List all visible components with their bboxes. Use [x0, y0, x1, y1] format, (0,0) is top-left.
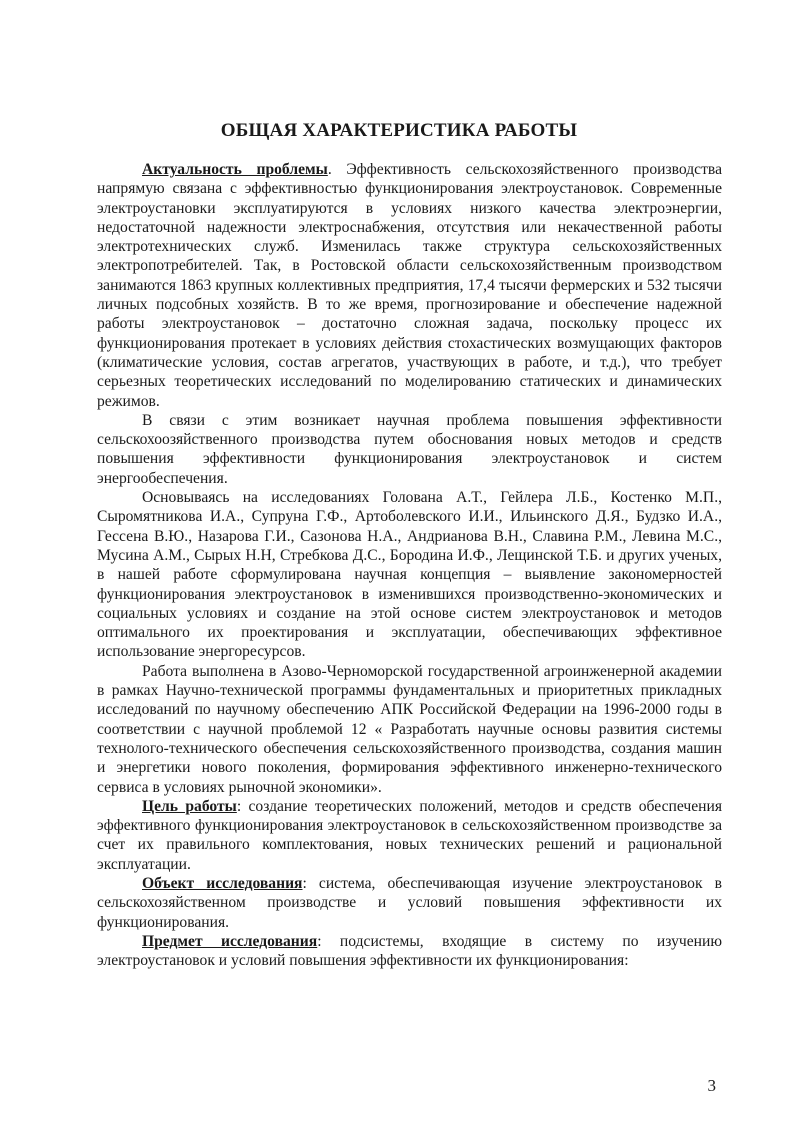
paragraph-text: В связи с этим возникает научная проблема повышения эффективности сельскохоозяйственного производства путем обоснования новых методов и средств повышения эффективности функционирования электроустановок и систем энергообеспечения. — [97, 411, 722, 487]
paragraph-text: : подсистемы, входящие в систему по изучению электроустановок и условий повышения эффективности их функционирования: — [97, 932, 722, 970]
paragraph-lead: Цель работы — [142, 797, 237, 815]
paragraph-goal — [97, 797, 722, 874]
body-text — [97, 160, 722, 970]
paragraph-text: Работа выполнена в Азово-Черноморской государственной агроинженерной академии в рамках Научно-технической программы фундаментальных и приоритетных прикладных исследований по научному обеспечению АПК Российской Федерации на 1996-2000 годы в соответствии с научной проблемой 12 « Разработать научные основы развития системы технолого-технического обеспечения сельскохозяйственного производства, создания машин и энергетики нового поколения, формирования эффективного инженерно-технического сервиса в условиях рыночной экономики». — [97, 662, 722, 796]
paragraph-object — [97, 874, 722, 932]
paragraph-text: Основываясь на исследованиях Голована А.Т., Гейлера Л.Б., Костенко М.П., Сыромятникова И.А., Супруна Г.Ф., Артоболевского И.И., Ильинского Д.Я., Будзко И.А., Гессена В.Ю., Назарова Г.И., Сазонова Н.А., Андрианова В.Н., Славина Р.М., Левина М.С., Мусина А.М., Сырых Н.Н, Стребкова Д.С., Бородина И.Ф., Лещинской Т.Б. и других ученых, в нашей работе сформулирована научная концепция – выявление закономерностей функционирования электроустановок в изменившихся производственно-экономических и социальных условиях и создание на этой основе систем электроустановок и методов оптимального их проектирования и эксплуатации, обеспечивающих эффективное использование энергоресурсов. — [97, 489, 722, 661]
page-title: ОБЩАЯ ХАРАКТЕРИСТИКА РАБОТЫ — [220, 120, 578, 141]
paragraph-subject — [97, 932, 722, 971]
page-number: 3 — [707, 1076, 716, 1095]
paragraph-lead: Объект исследования — [142, 874, 303, 892]
paragraph-concept — [97, 488, 722, 662]
paragraph-text: . Эффективность сельскохозяйственного производства напрямую связана с эффективностью функционирования электроустановок. Современные электроустановки эксплуатируются в условиях низкого качества электроэнергии, недостаточной надежности электроснабжения, отсутствия или некачественной работы электротехнических служб. Изменилась также структура сельскохозяйственных электропотребителей. Так, в Ростовской области сельскохозяйственным производством занимаются 1863 крупных коллективных предприятия, 17,4 тысячи фермерских и 532 тысячи личных подсобных хозяйств. В то же время, прогнозирование и обеспечение надежной работы электроустановок – достаточно сложная задача, поскольку процесс их функционирования протекает в условиях действия стохастических возмущающих факторов (климатические условия, состав агрегатов, участвующих в работе, и т.д.), что требует серьезных теоретических исследований по моделированию статических и динамических режимов. — [97, 161, 722, 410]
paragraph-lead: Предмет исследования — [142, 932, 318, 950]
paragraph-lead: Актуальность проблемы — [142, 161, 328, 178]
paragraph-program — [97, 662, 722, 797]
paragraph-text: : создание теоретических положений, методов и средств обеспечения эффективного функционирования электроустановок в сельскохозяйственном производстве за счет их правильного комплектования, новых технических решений и рациональной эксплуатации. — [97, 797, 722, 873]
paragraph-relevance — [97, 160, 722, 411]
paragraph-problem — [97, 411, 722, 488]
paragraph-text: : система, обеспечивающая изучение электроустановок в сельскохозяйственном производстве и условий повышения эффективности их функционирования. — [97, 874, 722, 931]
